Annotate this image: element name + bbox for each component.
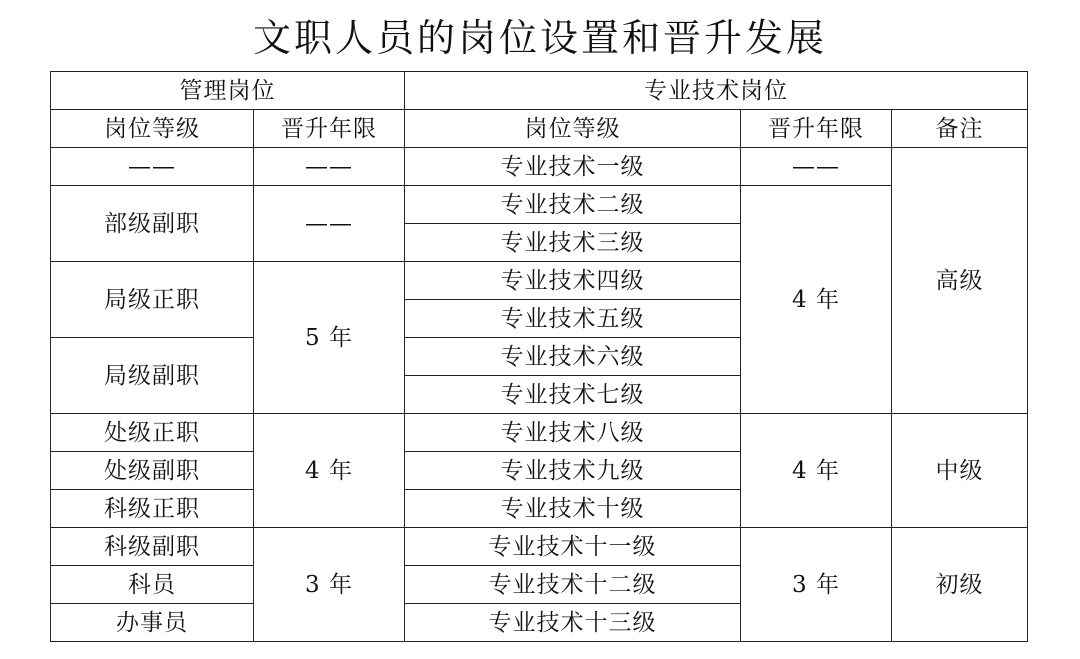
mgmt-years-cell: ——: [254, 186, 405, 262]
table-row: [51, 414, 1028, 452]
prof-grade-cell: 专业技术二级: [405, 186, 741, 224]
prof-grade-cell: 专业技术八级: [405, 414, 741, 452]
mgmt-grade-cell: 局级正职: [51, 262, 254, 338]
mgmt-grade-cell: 局级副职: [51, 338, 254, 414]
mgmt-grade-cell: 科员: [51, 566, 254, 604]
header-mgmt-grade: 岗位等级: [51, 110, 254, 148]
prof-grade-cell: 专业技术九级: [405, 452, 741, 490]
mgmt-years-cell: 4 年: [254, 414, 405, 528]
prof-years-cell: ——: [741, 148, 892, 186]
prof-grade-cell: 专业技术四级: [405, 262, 741, 300]
remark-cell: 中级: [892, 414, 1028, 528]
prof-grade-cell: 专业技术七级: [405, 376, 741, 414]
header-management: 管理岗位: [51, 72, 405, 110]
mgmt-years-cell: 5 年: [254, 262, 405, 414]
mgmt-grade-cell: 处级正职: [51, 414, 254, 452]
header-remark: 备注: [892, 110, 1028, 148]
header-professional: 专业技术岗位: [405, 72, 1028, 110]
table-row: [51, 186, 1028, 224]
header-mgmt-years: 晋升年限: [254, 110, 405, 148]
prof-grade-cell: 专业技术三级: [405, 224, 741, 262]
mgmt-years-cell: 3 年: [254, 528, 405, 642]
mgmt-grade-cell: 科级副职: [51, 528, 254, 566]
prof-grade-cell: 专业技术十三级: [405, 604, 741, 642]
header-prof-grade: 岗位等级: [405, 110, 741, 148]
mgmt-grade-cell: 科级正职: [51, 490, 254, 528]
remark-cell: 高级: [892, 148, 1028, 414]
prof-grade-cell: 专业技术十一级: [405, 528, 741, 566]
prof-grade-cell: 专业技术六级: [405, 338, 741, 376]
prof-years-cell: 4 年: [741, 186, 892, 414]
prof-years-cell: 4 年: [741, 414, 892, 528]
page-title: 文职人员的岗位设置和晋升发展: [252, 16, 827, 60]
prof-grade-cell: 专业技术十二级: [405, 566, 741, 604]
table-row: [51, 528, 1028, 566]
table-row: [51, 148, 1028, 186]
prof-years-cell: 3 年: [741, 528, 892, 642]
mgmt-years-cell: ——: [254, 148, 405, 186]
prof-grade-cell: 专业技术一级: [405, 148, 741, 186]
mgmt-grade-cell: 处级副职: [51, 452, 254, 490]
position-table: [50, 71, 1028, 642]
prof-grade-cell: 专业技术十级: [405, 490, 741, 528]
mgmt-grade-cell: ——: [51, 148, 254, 186]
header-prof-years: 晋升年限: [741, 110, 892, 148]
remark-cell: 初级: [892, 528, 1028, 642]
header-row-columns: [51, 110, 1028, 148]
header-row-group: [51, 72, 1028, 110]
prof-grade-cell: 专业技术五级: [405, 300, 741, 338]
mgmt-grade-cell: 部级副职: [51, 186, 254, 262]
mgmt-grade-cell: 办事员: [51, 604, 254, 642]
